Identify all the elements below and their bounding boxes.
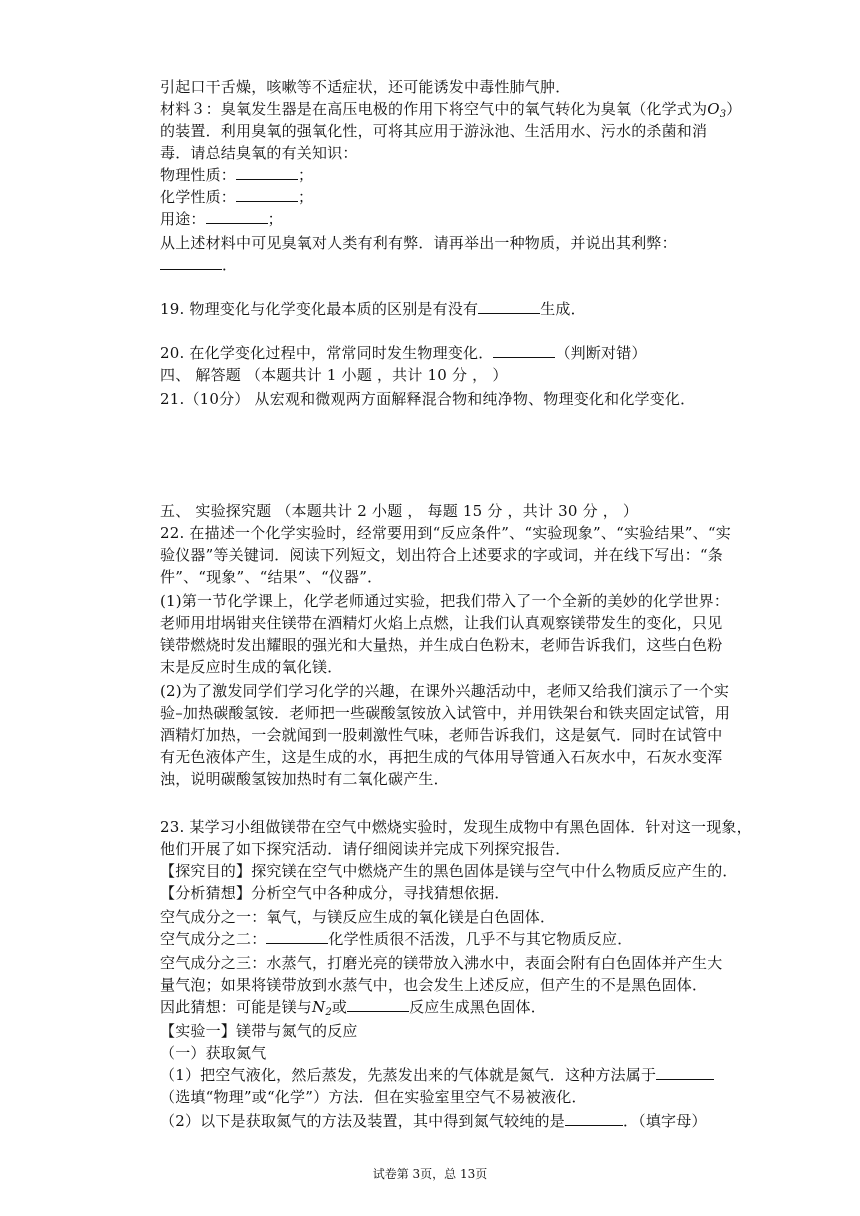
text-line: 用途： ；	[160, 210, 283, 228]
text-line: 【探究目的】探究镁在空气中燃烧产生的黑色固体是镁与空气中什么物质反应产生的．	[160, 862, 738, 880]
text-line: 镁带燃烧时发出耀眼的强光和大量热，并生成白色粉末，老师告诉我们，这些白色粉	[160, 636, 723, 654]
question-21: 21.（10分） 从宏观和微观两方面解释混合物和纯净物、物理变化和化学变化．	[160, 390, 696, 408]
text-line: 空气成分之二： 化学性质很不活泼，几乎不与其它物质反应．	[160, 930, 633, 948]
ozone-formula: $O_3$	[707, 100, 727, 120]
nitrogen-formula: $N_2$	[312, 998, 332, 1018]
answer-blank[interactable]	[493, 342, 555, 358]
text-line: 他们开展了如下探究活动．请仔细阅读并完成下列探究报告．	[160, 840, 571, 858]
text-line: 验–加热碳酸氢铵．老师把一些碳酸氢铵放入试管中，并用铁架台和铁夹固定试管，用	[160, 704, 731, 722]
page-footer: 试卷第 3页，总 13页	[372, 1167, 488, 1181]
text-line: 物理性质： ；	[160, 166, 314, 184]
text-line: 末是反应时生成的氧化镁．	[160, 658, 343, 676]
text-line: 量气泡；如果将镁带放到水蒸气中，也会发生上述反应，但产生的不是黑色固体．	[160, 976, 708, 994]
answer-blank[interactable]	[565, 1110, 623, 1126]
text-line: 酒精灯加热，一会就闻到一股刺激性气味，老师告诉我们，这是氨气．同时在试管中	[160, 726, 723, 744]
text-line: （2）以下是获取氮气的方法及装置，其中得到氮气较纯的是 ．（填字母）	[160, 1112, 707, 1130]
text-line: 引起口干舌燥，咳嗽等不适症状，还可能诱发中毒性肺气肿．	[160, 78, 571, 96]
text-line: 材料３：臭氧发生器是在高压电极的作用下将空气中的氧气转化为臭氧（化学式为$O_3$）	[160, 100, 742, 120]
answer-blank[interactable]	[347, 996, 409, 1012]
answer-blank[interactable]	[266, 928, 328, 944]
text-line: 毒．请总结臭氧的有关知识：	[160, 144, 358, 162]
text-line: 验仪器”等关键词．阅读下列短文，划出符合上述要求的字或词，并在线下写出：“条	[160, 546, 723, 564]
answer-blank[interactable]	[236, 186, 298, 202]
text-line: 老师用坩埚钳夹住镁带在酒精灯火焰上点燃，让我们认真观察镁带发生的变化，只见	[160, 614, 723, 632]
text-line: （1）把空气液化，然后蒸发，先蒸发出来的气体就是氮气．这种方法属于	[160, 1064, 714, 1086]
text-line: 的装置．利用臭氧的强氧化性，可将其应用于游泳池、生活用水、污水的杀菌和消	[160, 122, 708, 140]
question-22: 22. 在描述一个化学实验时，经常要用到“反应条件”、“实验现象”、“实验结果”、“实	[160, 524, 731, 542]
text-line: 从上述材料中可见臭氧对人类有利有弊．请再举出一种物质，并说出其利弊：	[160, 234, 677, 252]
text-line: （选填“物理”或“化学”）方法．但在实验室里空气不易被液化．	[160, 1088, 587, 1106]
section-heading: 四、 解答题 （本题共计 1 小题 ，共计 10 分 ， ）	[160, 366, 508, 384]
text-line: ．	[160, 254, 237, 276]
text-line: 【分析猜想】分析空气中各种成分，寻找猜想依据．	[160, 884, 510, 902]
text-line: 化学性质： ；	[160, 188, 314, 206]
text-line: 件”、“现象”、“结果”、“仪器”．	[160, 568, 383, 586]
answer-blank[interactable]	[478, 298, 540, 314]
answer-blank[interactable]	[656, 1064, 714, 1080]
question-20: 20. 在化学变化过程中，常常同时发生物理变化． （判断对错）	[160, 344, 647, 362]
text-line: 因此猜想：可能是镁与$N_2$或 反应生成黑色固体．	[160, 998, 546, 1018]
text-line: (1)第一节化学课上，化学老师通过实验，把我们带入了一个全新的美妙的化学世界：	[160, 592, 730, 610]
answer-blank[interactable]	[160, 254, 222, 270]
text-line: 空气成分之一：氧气，与镁反应生成的氧化镁是白色固体．	[160, 908, 556, 926]
text-line: 有无色液体产生，这是生成的水，再把生成的气体用导管通入石灰水中，石灰水变浑	[160, 748, 723, 766]
question-23: 23. 某学习小组做镁带在空气中燃烧实验时，发现生成物中有黑色固体．针对这一现象，	[160, 818, 752, 836]
answer-blank[interactable]	[206, 208, 268, 224]
question-19: 19. 物理变化与化学变化最本质的区别是有没有 生成．	[160, 300, 586, 318]
text-line: 【实验一】镁带与氮气的反应	[160, 1022, 358, 1040]
text-line: (2)为了激发同学们学习化学的兴趣，在课外兴趣活动中，老师又给我们演示了一个实	[160, 682, 730, 700]
text-line: （一）获取氮气	[160, 1044, 267, 1062]
text-line: 浊，说明碳酸氢铵加热时有二氧化碳产生．	[160, 770, 449, 788]
section-heading: 五、 实验探究题 （本题共计 2 小题 ， 每题 15 分 ，共计 30 分 ， ）	[160, 502, 639, 520]
answer-blank[interactable]	[236, 164, 298, 180]
text-line: 空气成分之三：水蒸气，打磨光亮的镁带放入沸水中，表面会附有白色固体并产生大	[160, 954, 723, 972]
